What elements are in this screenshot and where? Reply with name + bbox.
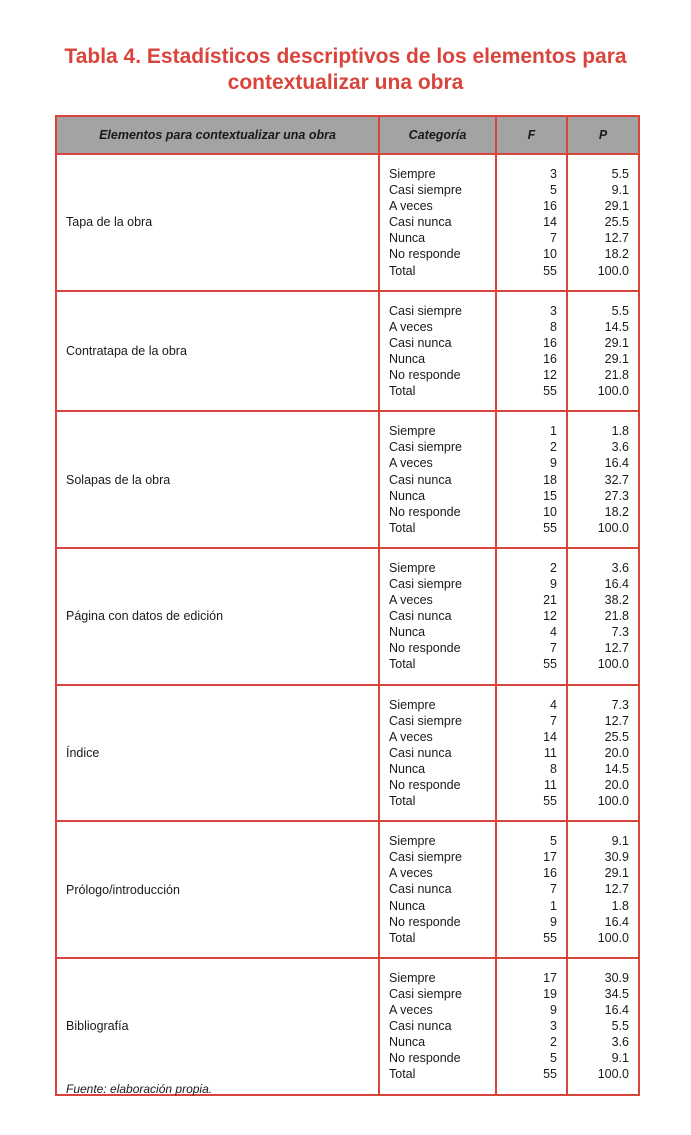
category-item: No responde [389, 247, 461, 262]
element-name: Solapas de la obra [56, 411, 379, 548]
percent-value: 16.4 [604, 1003, 629, 1018]
category-item: A veces [389, 456, 433, 471]
percent-cell [567, 548, 639, 685]
frequency-value: 5 [550, 1051, 557, 1066]
frequency-value: 1 [550, 424, 557, 439]
category-cell [379, 154, 496, 291]
header-p: P [567, 116, 639, 154]
percent-value: 14.5 [604, 761, 629, 776]
percent-value: 18.2 [604, 504, 629, 519]
category-cell [379, 821, 496, 958]
category-cell [379, 411, 496, 548]
frequency-cell [496, 411, 567, 548]
frequency-value: 12 [543, 368, 557, 383]
frequency-value: 19 [543, 986, 557, 1001]
percent-value: 30.9 [604, 970, 629, 985]
category-item: Total [389, 1067, 416, 1082]
percent-value: 38.2 [604, 593, 629, 608]
frequency-value: 17 [543, 850, 557, 865]
category-item: A veces [389, 199, 433, 214]
category-item: Nunca [389, 488, 426, 503]
category-item: No responde [389, 504, 461, 519]
category-item: A veces [389, 319, 433, 334]
percent-value: 1.8 [611, 898, 629, 913]
category-item: Casi nunca [389, 609, 452, 624]
percent-value: 100.0 [597, 930, 629, 945]
frequency-value: 16 [543, 866, 557, 881]
table-row [56, 291, 639, 412]
category-item: Nunca [389, 898, 426, 913]
frequency-value: 10 [543, 504, 557, 519]
category-item: No responde [389, 914, 461, 929]
frequency-cell [496, 685, 567, 822]
frequency-value: 9 [550, 1003, 557, 1018]
percent-value: 12.7 [604, 231, 629, 246]
category-item: Nunca [389, 761, 426, 776]
category-item: A veces [389, 1003, 433, 1018]
frequency-value: 3 [550, 303, 557, 318]
frequency-cell [496, 154, 567, 291]
element-name: Bibliografía [56, 958, 379, 1095]
element-name: Prólogo/introducción [56, 821, 379, 958]
table-title-line-1: Tabla 4. Estadísticos descriptivos de los elementos para [64, 45, 627, 68]
percent-value: 7.3 [611, 625, 629, 640]
category-item: Casi siempre [389, 713, 462, 728]
frequency-value: 10 [543, 247, 557, 262]
frequency-value: 14 [543, 215, 557, 230]
frequency-value: 4 [550, 625, 557, 640]
frequency-value: 15 [543, 488, 557, 503]
percent-value: 21.8 [604, 609, 629, 624]
category-item: Casi siempre [389, 986, 462, 1001]
frequency-value: 18 [543, 472, 557, 487]
percent-value: 29.1 [604, 335, 629, 350]
frequency-value: 55 [543, 657, 557, 672]
percent-value: 3.6 [611, 440, 629, 455]
percent-value: 12.7 [604, 882, 629, 897]
percent-value: 3.6 [611, 1035, 629, 1050]
category-item: A veces [389, 593, 433, 608]
percent-value: 7.3 [611, 697, 629, 712]
frequency-value: 11 [544, 778, 557, 792]
percent-value: 3.6 [611, 560, 629, 575]
table-title [0, 44, 691, 96]
frequency-value: 12 [543, 609, 557, 624]
percent-value: 21.8 [604, 368, 629, 383]
percent-value: 20.0 [604, 778, 629, 792]
percent-value: 100.0 [597, 1067, 629, 1082]
category-item: No responde [389, 368, 461, 383]
header-category: Categoría [379, 116, 496, 154]
frequency-value: 8 [550, 761, 557, 776]
table-row [56, 411, 639, 548]
header-f: F [496, 116, 567, 154]
table-row [56, 821, 639, 958]
category-item: Siempre [389, 834, 436, 849]
percent-value: 12.7 [604, 713, 629, 728]
category-cell [379, 291, 496, 412]
category-item: Total [389, 930, 416, 945]
frequency-value: 7 [550, 641, 557, 656]
category-item: Casi siempre [389, 303, 462, 318]
percent-value: 27.3 [604, 488, 629, 503]
percent-value: 9.1 [611, 834, 629, 849]
frequency-value: 9 [550, 914, 557, 929]
frequency-cell [496, 821, 567, 958]
category-item: Nunca [389, 1035, 426, 1050]
percent-value: 30.9 [604, 850, 629, 865]
percent-value: 18.2 [604, 247, 629, 262]
percent-value: 9.1 [611, 1051, 629, 1066]
percent-value: 16.4 [604, 456, 629, 471]
header-element: Elementos para contextualizar una obra [56, 116, 379, 154]
category-item: A veces [389, 866, 433, 881]
table-row [56, 548, 639, 685]
element-name: Contratapa de la obra [56, 291, 379, 412]
percent-value: 25.5 [604, 729, 629, 744]
category-item: A veces [389, 729, 433, 744]
category-item: Casi nunca [389, 745, 452, 760]
frequency-value: 9 [550, 576, 557, 591]
percent-value: 25.5 [604, 215, 629, 230]
percent-value: 5.5 [611, 303, 629, 318]
frequency-cell [496, 291, 567, 412]
frequency-value: 5 [550, 183, 557, 198]
statistics-table [55, 115, 640, 1096]
frequency-cell [496, 958, 567, 1095]
table-row [56, 685, 639, 822]
frequency-value: 3 [550, 1019, 557, 1034]
frequency-value: 16 [543, 335, 557, 350]
frequency-value: 4 [550, 697, 557, 712]
category-item: Casi siempre [389, 576, 462, 591]
category-item: Casi siempre [389, 850, 462, 865]
percent-value: 5.5 [611, 167, 629, 181]
category-item: No responde [389, 641, 461, 656]
percent-value: 9.1 [611, 183, 629, 198]
percent-cell [567, 821, 639, 958]
category-item: Total [389, 384, 416, 399]
percent-value: 20.0 [604, 745, 629, 760]
frequency-value: 7 [550, 231, 557, 246]
frequency-value: 2 [550, 440, 557, 455]
category-item: Siempre [389, 424, 436, 439]
percent-value: 1.8 [611, 424, 629, 439]
percent-cell [567, 958, 639, 1095]
percent-value: 100.0 [597, 657, 629, 672]
percent-value: 16.4 [604, 576, 629, 591]
category-item: Casi siempre [389, 183, 462, 198]
frequency-value: 14 [543, 729, 557, 744]
category-item: No responde [389, 778, 461, 792]
frequency-cell [496, 548, 567, 685]
category-item: Casi nunca [389, 1019, 452, 1034]
frequency-value: 7 [550, 713, 557, 728]
category-item: Casi nunca [389, 215, 452, 230]
table-row [56, 154, 639, 291]
frequency-value: 9 [550, 456, 557, 471]
category-cell [379, 958, 496, 1095]
table-row [56, 958, 639, 1095]
percent-value: 29.1 [604, 199, 629, 214]
percent-value: 12.7 [604, 641, 629, 656]
percent-value: 29.1 [604, 866, 629, 881]
frequency-value: 55 [543, 930, 557, 945]
category-item: Casi nunca [389, 472, 452, 487]
category-item: Nunca [389, 625, 426, 640]
category-item: Siempre [389, 560, 436, 575]
category-item: Siempre [389, 970, 436, 985]
category-item: Casi nunca [389, 882, 452, 897]
percent-value: 32.7 [604, 472, 629, 487]
category-item: Total [389, 263, 416, 278]
frequency-value: 16 [543, 351, 557, 366]
category-item: Total [389, 520, 416, 535]
percent-cell [567, 291, 639, 412]
element-name: Página con datos de edición [56, 548, 379, 685]
frequency-value: 17 [543, 970, 557, 985]
category-cell [379, 685, 496, 822]
frequency-value: 1 [550, 898, 557, 913]
frequency-value: 3 [550, 167, 557, 181]
frequency-value: 55 [543, 263, 557, 278]
category-item: Nunca [389, 351, 426, 366]
percent-cell [567, 154, 639, 291]
percent-value: 100.0 [597, 384, 629, 399]
frequency-value: 21 [543, 593, 557, 608]
element-name: Índice [56, 685, 379, 822]
header-row [56, 116, 639, 154]
category-item: Casi nunca [389, 335, 452, 350]
frequency-value: 16 [543, 199, 557, 214]
frequency-value: 55 [543, 384, 557, 399]
percent-value: 100.0 [597, 520, 629, 535]
percent-value: 100.0 [597, 794, 629, 809]
source-note: Fuente: elaboración propia. [66, 1082, 213, 1096]
frequency-value: 8 [550, 319, 557, 334]
table-title-line-2: contextualizar una obra [227, 71, 464, 94]
category-item: No responde [389, 1051, 461, 1066]
category-item: Siempre [389, 167, 436, 181]
table-body [56, 154, 639, 1095]
frequency-value: 2 [550, 560, 557, 575]
frequency-value: 55 [543, 794, 557, 809]
frequency-value: 55 [543, 520, 557, 535]
category-item: Total [389, 794, 416, 809]
percent-value: 5.5 [611, 1019, 629, 1034]
category-cell [379, 548, 496, 685]
frequency-value: 2 [550, 1035, 557, 1050]
frequency-value: 11 [544, 745, 557, 760]
percent-value: 100.0 [597, 263, 629, 278]
percent-value: 14.5 [604, 319, 629, 334]
category-item: Siempre [389, 697, 436, 712]
percent-value: 29.1 [604, 351, 629, 366]
frequency-value: 7 [550, 882, 557, 897]
percent-cell [567, 411, 639, 548]
percent-value: 16.4 [604, 914, 629, 929]
category-item: Total [389, 657, 416, 672]
frequency-value: 5 [550, 834, 557, 849]
frequency-value: 55 [543, 1067, 557, 1082]
percent-value: 34.5 [604, 986, 629, 1001]
percent-cell [567, 685, 639, 822]
element-name: Tapa de la obra [56, 154, 379, 291]
category-item: Nunca [389, 231, 426, 246]
category-item: Casi siempre [389, 440, 462, 455]
